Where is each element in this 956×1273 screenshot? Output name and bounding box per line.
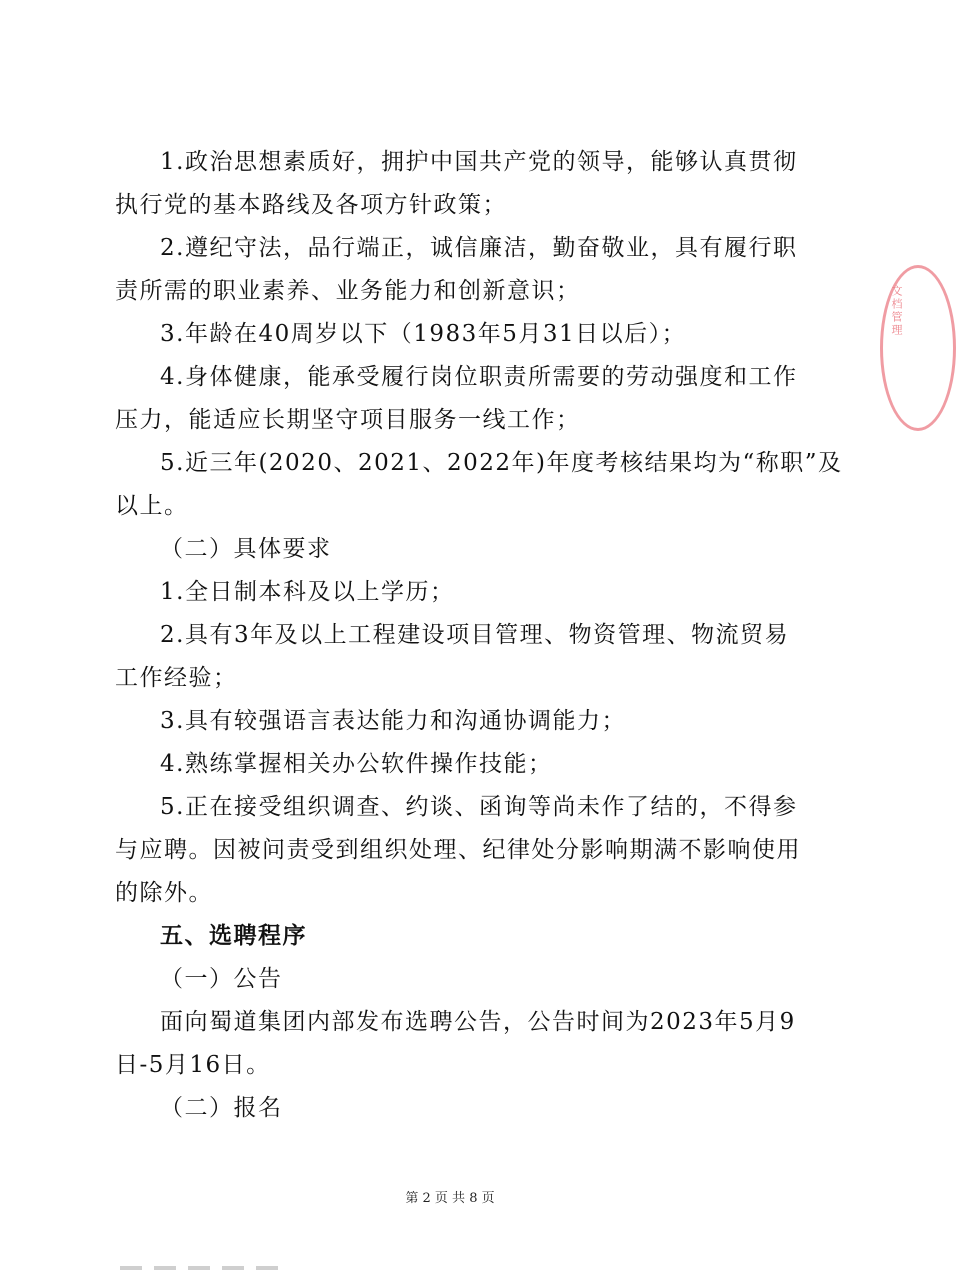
text-line-9: 以上。 [115,493,189,519]
subheading-announcement: （一）公告 [160,966,283,992]
text-line-21: 面向蜀道集团内部发布选聘公告，公告时间为2023年5月9 [160,1009,796,1035]
text-line-4: 责所需的职业素养、业务能力和创新意识； [115,278,581,304]
text-line-13: 工作经验； [115,665,238,691]
text-line-18: 的除外。 [115,880,213,906]
text-line-14: 3.具有较强语言表达能力和沟通协调能力； [160,708,626,734]
seal-text: 文档管理 [890,285,903,337]
text-line-7: 压力，能适应长期坚守项目服务一线工作； [115,407,581,433]
text-line-11: 1.全日制本科及以上学历； [160,579,455,605]
text-line-12: 2.具有3年及以上工程建设项目管理、物资管理、物流贸易 [160,622,790,648]
subheading-registration: （二）报名 [160,1095,283,1121]
text-line-8: 5.近三年(2020、2021、2022年)年度考核结果均为“称职”及 [160,450,843,476]
text-line-6: 4.身体健康，能承受履行岗位职责所需要的劳动强度和工作 [160,364,798,390]
text-line-1: 1.政治思想素质好，拥护中国共产党的领导，能够认真贯彻 [160,149,798,175]
text-line-22: 日-5月16日。 [115,1052,271,1078]
text-line-15: 4.熟练掌握相关办公软件操作技能； [160,751,553,777]
scan-edge-marks [120,1266,280,1270]
subheading-specific-requirements: （二）具体要求 [160,536,332,562]
text-line-2: 执行党的基本路线及各项方针政策； [115,192,507,218]
text-line-3: 2.遵纪守法，品行端正，诚信廉洁，勤奋敬业，具有履行职 [160,235,798,261]
section-heading-procedure: 五、选聘程序 [160,922,307,949]
text-line-5: 3.年龄在40周岁以下（1983年5月31日以后）； [160,321,687,347]
page-number-footer: 第 2 页 共 8 页 [405,1191,495,1206]
text-line-17: 与应聘。因被问责受到组织处理、纪律处分影响期满不影响使用 [115,837,801,863]
text-line-16: 5.正在接受组织调查、约谈、函询等尚未作了结的，不得参 [160,794,798,820]
